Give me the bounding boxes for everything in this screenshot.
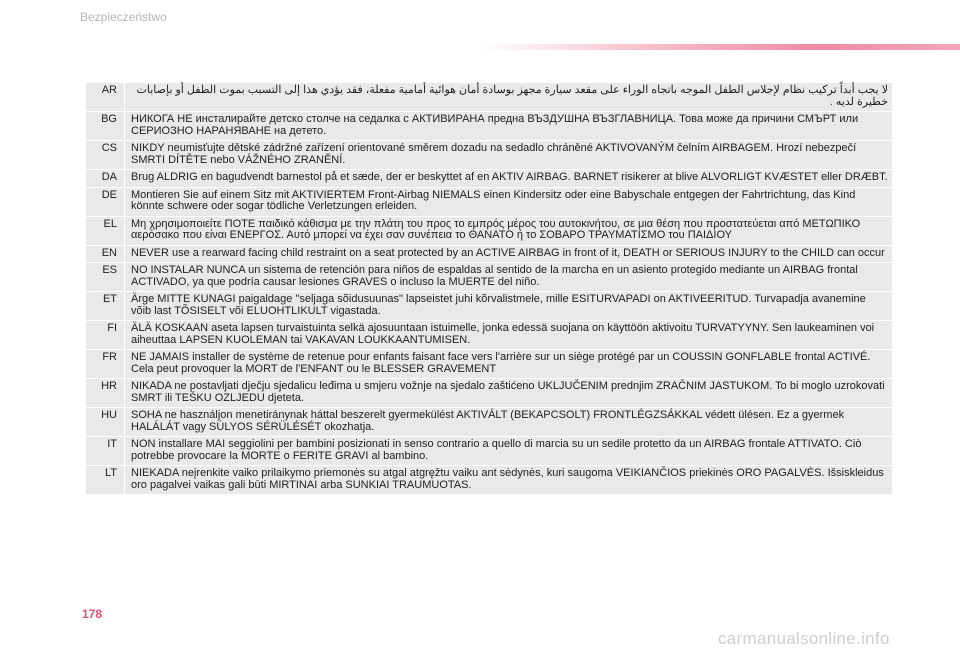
warning-row-en bbox=[86, 246, 892, 263]
warning-row-ar bbox=[86, 83, 892, 111]
warning-text: ÄLÄ KOSKAAN aseta lapsen turvaistuinta selkä ajosuuntaan istuimelle, jonka edessä suojana on käyttöön aktivoitu TURVATYYNY. Sen laukeaminen voi aiheuttaa LAPSEN KUOLEMAN tai VAKAVAN LOUKKAANTUMISEN. bbox=[125, 321, 892, 349]
warning-row-et bbox=[86, 292, 892, 320]
warning-text: Ärge MITTE KUNAGI paigaldage "seljaga sõidusuunas" lapseistet juhi kõrvalistmele, mille ESITURVAPADI on AKTIVEERITUD. Turvapadja avanemine võib last TÕSISELT või ELUOHTLIKULT vigastada. bbox=[125, 292, 892, 320]
warning-text: NIKADA ne postavljati dječju sjedalicu leđima u smjeru vožnje na sjedalo zaštićeno UKLJUČENIM prednjim ZRAČNIM JASTUKOM. To bi moglo uzrokovati SMRT ili TEŠKU OZLJEDU djeteta. bbox=[125, 379, 892, 407]
warning-text: NEVER use a rearward facing child restraint on a seat protected by an ACTIVE AIRBAG in front of it, DEATH or SERIOUS INJURY to the CHILD can occur bbox=[125, 246, 892, 263]
page-number: 178 bbox=[82, 607, 103, 621]
language-code: DE bbox=[86, 188, 125, 216]
header-accent-bar bbox=[480, 44, 960, 50]
warning-text: NIKDY neumisťujte dětské zádržné zařízení orientované směrem dozadu na sedadlo chráněné AKTIVOVANÝM čelním AIRBAGEM. Hrozí nebezpečí SMRTI DÍTĚTE nebo VÁŽNÉHO ZRANĚNÍ. bbox=[125, 141, 892, 169]
language-code: EN bbox=[86, 246, 125, 263]
language-code: IT bbox=[86, 437, 125, 465]
section-title: Bezpieczeństwo bbox=[80, 10, 167, 24]
warning-row-it bbox=[86, 437, 892, 465]
language-code: CS bbox=[86, 141, 125, 169]
language-code: LT bbox=[86, 466, 125, 494]
language-code: BG bbox=[86, 112, 125, 140]
warning-text: Brug ALDRIG en bagudvendt barnestol på et sæde, der er beskyttet af en AKTIV AIRBAG. BARNET risikerer at blive ALVORLIGT KVÆSTET eller DRÆBT. bbox=[125, 170, 892, 187]
warning-text: Montieren Sie auf einem Sitz mit AKTIVIERTEM Front-Airbag NIEMALS einen Kindersitz oder eine Babyschale entgegen der Fahrtrichtung, das Kind könnte schwere oder sogar tödliche Verletzungen erleiden. bbox=[125, 188, 892, 216]
language-code: DA bbox=[86, 170, 125, 187]
warning-row-da bbox=[86, 170, 892, 187]
warning-row-fi bbox=[86, 321, 892, 349]
warning-row-cs bbox=[86, 141, 892, 169]
warning-row-de bbox=[86, 188, 892, 216]
airbag-warning-table bbox=[86, 82, 892, 495]
warning-text: SOHA ne használjon menetiránynak háttal beszerelt gyermekülést AKTIVÁLT (BEKAPCSOLT) FRONTLÉGZSÁKKAL védett ülésen. Ez a gyermek HALÁLÁT vagy SÚLYOS SÉRÜLÉSÉT okozhatja. bbox=[125, 408, 892, 436]
warning-text: НИКОГА НЕ инсталирайте детско столче на седалка с АКТИВИРАНА предна ВЪЗДУШНА ВЪЗГЛАВНИЦА. Това може да причини СМЪРТ или СЕРИОЗНО НАРАНЯВАНЕ на детето. bbox=[125, 112, 892, 140]
language-code: HU bbox=[86, 408, 125, 436]
warning-row-el bbox=[86, 217, 892, 245]
warning-row-bg bbox=[86, 112, 892, 140]
warning-text: NON installare MAI seggiolini per bambini posizionati in senso contrario a quello di marcia su un sedile protetto da un AIRBAG frontale ATTIVATO. Ciò potrebbe provocare la MORTE o FERITE GRAVI al bambino. bbox=[125, 437, 892, 465]
language-code: AR bbox=[86, 83, 125, 111]
warning-rows bbox=[86, 83, 892, 494]
warning-row-hu bbox=[86, 408, 892, 436]
warning-text: NE JAMAIS installer de système de retenue pour enfants faisant face vers l'arrière sur un siège protégé par un COUSSIN GONFLABLE frontal ACTIVÉ. Cela peut provoquer la MORT de l'ENFANT ou le BLESSER GRAVEMENT bbox=[125, 350, 892, 378]
warning-text: NO INSTALAR NUNCA un sistema de retención para niños de espaldas al sentido de la marcha en un asiento protegido mediante un AIRBAG frontal ACTIVADO, ya que podría causar lesiones GRAVES o incluso la MUERTE del niño. bbox=[125, 263, 892, 291]
warning-row-fr bbox=[86, 350, 892, 378]
warning-row-es bbox=[86, 263, 892, 291]
language-code: FI bbox=[86, 321, 125, 349]
warning-text: لا يجب أبداً تركيب نظام لإجلاس الطفل الموجه باتجاه الوراء على مقعد سيارة مجهز بوسادة أمان هوائية أمامية مفعلة، فقد يؤدي هذا إلى التسبب بموت الطفل أو بإصابات خطيرة لديه . bbox=[125, 83, 892, 111]
language-code: EL bbox=[86, 217, 125, 245]
warning-row-hr bbox=[86, 379, 892, 407]
language-code: FR bbox=[86, 350, 125, 378]
language-code: HR bbox=[86, 379, 125, 407]
language-code: ES bbox=[86, 263, 125, 291]
warning-text: Μη χρησιμοποιείτε ΠΟΤΕ παιδικό κάθισμα με την πλάτη του προς το εμπρός μέρος του αυτοκινήτου, σε μια θέση που προστατεύεται από ΜΕΤΩΠΙΚΟ αερόσακο που είναι ΕΝΕΡΓΟΣ. Αυτό μπορεί να έχει σαν συνέπεια το ΘΑΝΑΤΟ ή το ΣΟΒΑΡΟ ΤΡΑΥΜΑΤΙΣΜΟ του ΠΑΙΔΙΟΥ bbox=[125, 217, 892, 245]
language-code: ET bbox=[86, 292, 125, 320]
warning-row-lt bbox=[86, 466, 892, 494]
watermark: carmanualsonline.info bbox=[718, 629, 890, 648]
warning-text: NIEKADA neįrenkite vaiko prilaikymo priemonės su atgal atgręžtu vaiku ant sėdynės, kuri saugoma VEIKIANČIOS priekinės ORO PAGALVĖS. Išsiskleidus oro pagalvei vaikas gali būti MIRTINAI arba SUNKIAI TRAUMUOTAS. bbox=[125, 466, 892, 494]
